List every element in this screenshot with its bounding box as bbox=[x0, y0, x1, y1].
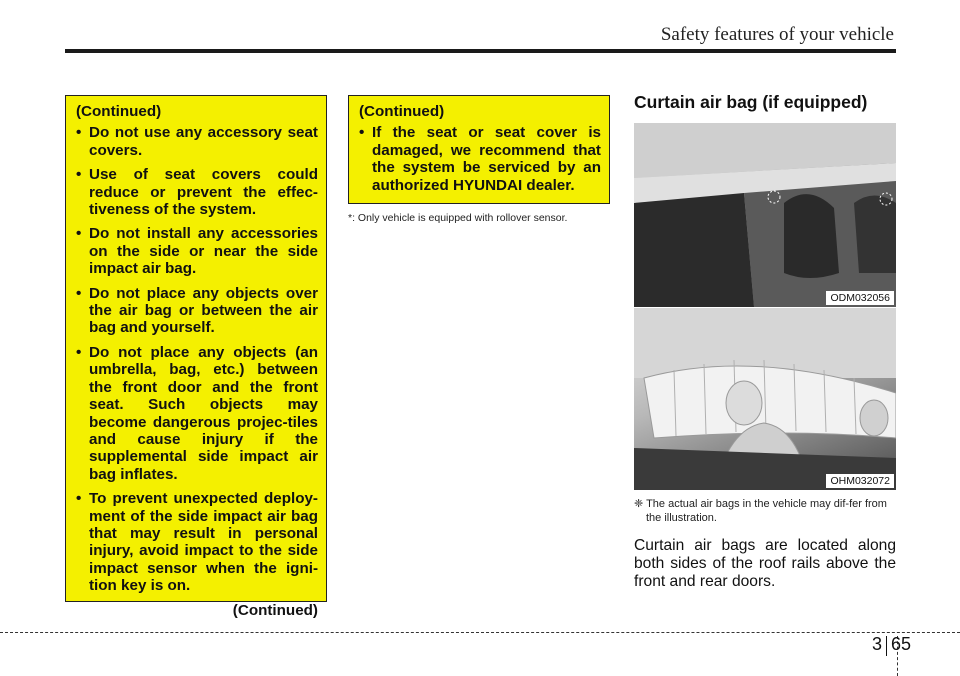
page-number-divider bbox=[886, 636, 887, 656]
warning-item: • Do not place any objects (an umbrella, bag, etc.) between the front door and the front seat. Such objects may become dangerous projec-tiles and cause injury if the supplemental side impact air bag inflates. bbox=[76, 344, 318, 483]
warning-item: • Do not use any accessory seat covers. bbox=[76, 124, 318, 159]
warning-box-heading: (Continued) bbox=[76, 103, 162, 120]
warning-box-left bbox=[65, 95, 327, 619]
warning-list bbox=[76, 124, 318, 594]
interior-illustration bbox=[634, 123, 896, 307]
warning-item: • Do not place any objects over the air bag or between the air bag and yourself. bbox=[76, 285, 318, 337]
warning-box-middle bbox=[348, 95, 610, 204]
footer-rule bbox=[0, 632, 960, 633]
running-header: Safety features of your vehicle bbox=[660, 24, 894, 45]
curtain-airbag-deployed-photo bbox=[634, 308, 896, 490]
curtain-airbag-interior-photo bbox=[634, 123, 896, 307]
page-number: 65 bbox=[891, 634, 912, 654]
section-title: Curtain air bag (if equipped) bbox=[634, 92, 868, 112]
illustration-note: ❈ The actual air bags in the vehicle may dif-fer from the illustration. bbox=[634, 498, 887, 524]
photo-code: OHM032072 bbox=[826, 474, 894, 488]
warning-list bbox=[359, 124, 601, 194]
warning-item: • Use of seat covers could reduce or prevent the effec-tiveness of the system. bbox=[76, 166, 318, 218]
deployed-airbag-illustration bbox=[634, 308, 896, 490]
photo-code: ODM032056 bbox=[826, 291, 894, 305]
warning-item: • Do not install any accessories on the side or near the side impact air bag. bbox=[76, 225, 318, 277]
continued-label: (Continued) bbox=[232, 601, 318, 619]
rollover-footnote: *: Only vehicle is equipped with rollover sensor. bbox=[348, 212, 568, 224]
warning-item: • To prevent unexpected deploy-ment of the side impact air bag that may result in personal injury, avoid impact to the side impact sensor when the igni-tion key is on. bbox=[76, 490, 318, 594]
warning-box-heading: (Continued) bbox=[359, 103, 445, 120]
header-rule bbox=[65, 49, 896, 53]
chapter-number: 3 bbox=[872, 634, 883, 654]
section-body-text: Curtain air bags are located along both sides of the roof rails above the front and rear doors. bbox=[634, 537, 896, 590]
warning-item: • If the seat or seat cover is damaged, we recommend that the system be serviced by an authorized HYUNDAI dealer. bbox=[359, 124, 601, 194]
